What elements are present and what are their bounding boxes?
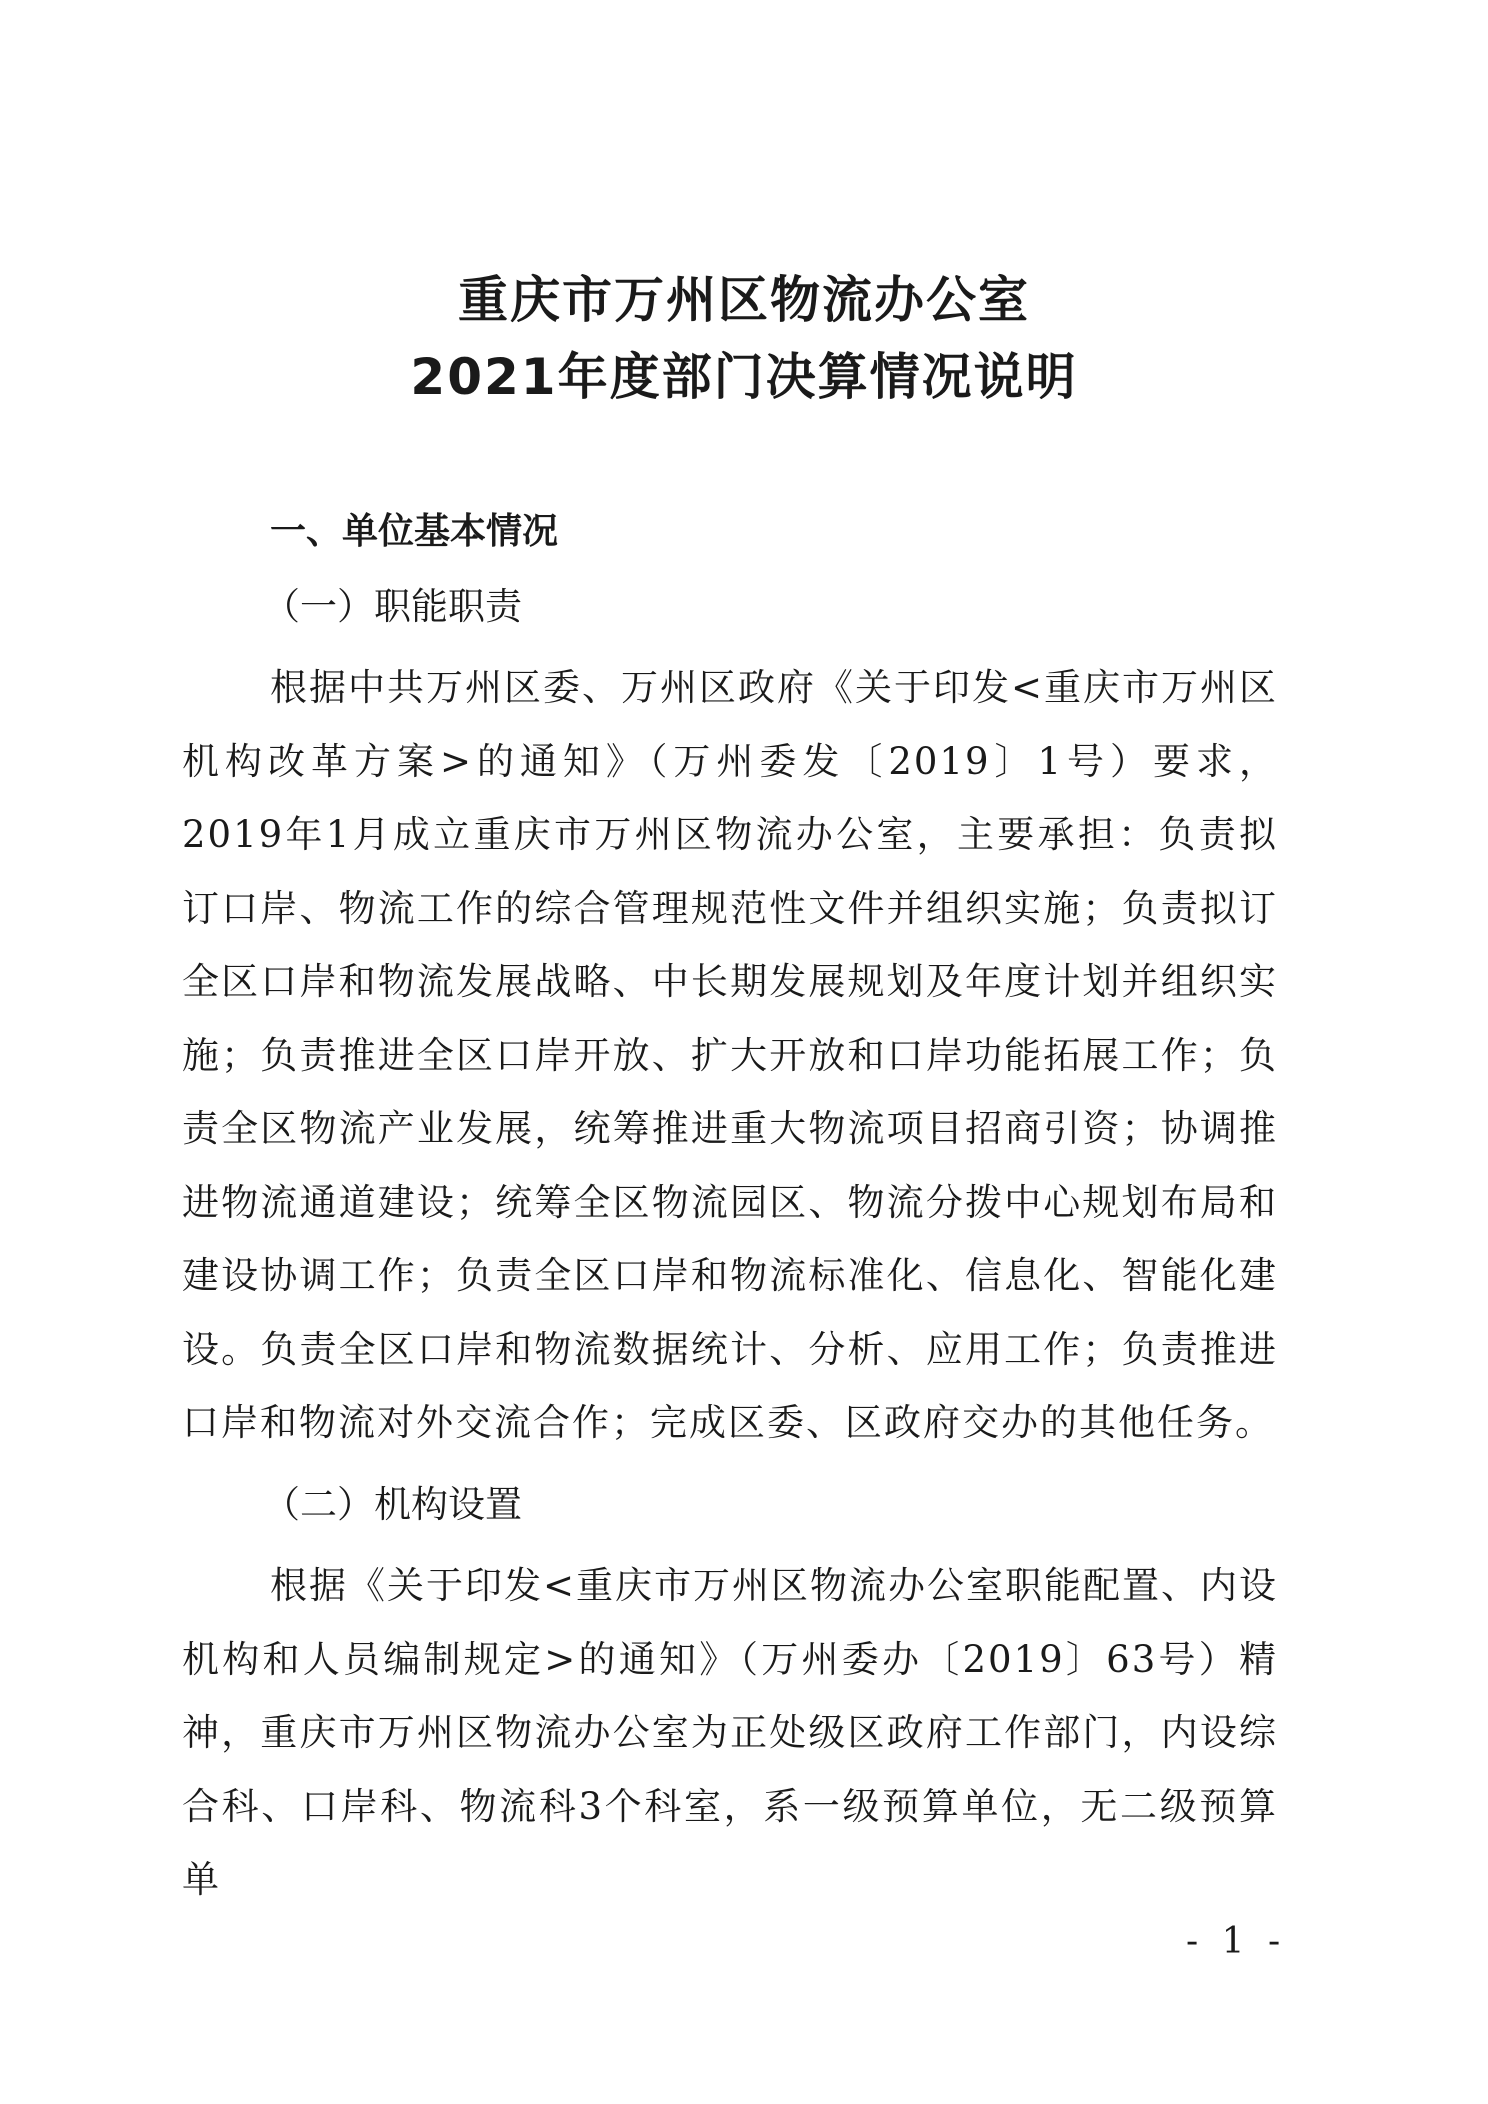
subsection-heading-organization: （二）机构设置 [263, 1483, 522, 1526]
paragraph-functions: 根据中共万州区委、万州区政府《关于印发<重庆市万州区机构改革方案>的通知》（万州委发〔2019〕1号）要求，2019年1月成立重庆市万州区物流办公室，主要承担：负责拟订口岸、物流工作的综合管理规范性文件并组织实施；负责拟订全区口岸和物流发展战略、中长期发展规划及年度计划并组织实施；负责推进全区口岸开放、扩大开放和口岸功能拓展工作；负责全区物流产业发展，统筹推进重大物流项目招商引资；协调推进物流通道建设；统筹全区物流园区、物流分拨中心规划布局和建设协调工作；负责全区口岸和物流标准化、信息化、智能化建设。负责全区口岸和物流数据统计、分析、应用工作；负责推进口岸和物流对外交流合作；完成区委、区政府交办的其他任务。 [182, 666, 1279, 1444]
subsection-heading-functions: （一）职能职责 [263, 585, 522, 628]
document-title-line2: 2021年度部门决算情况说明 [410, 348, 1078, 406]
document-title-line1: 重庆市万州区物流办公室 [458, 271, 1030, 329]
section-heading-basic-info: 一、单位基本情况 [270, 511, 559, 552]
page-number: - 1 - [1186, 1921, 1287, 1962]
paragraph-organization: 根据《关于印发<重庆市万州区物流办公室职能配置、内设机构和人员编制规定>的通知》（万州委办〔2019〕63号）精神，重庆市万州区物流办公室为正处级区政府工作部门，内设综合科、口岸科、物流科3个科室，系一级预算单位，无二级预算单 [182, 1564, 1279, 1901]
